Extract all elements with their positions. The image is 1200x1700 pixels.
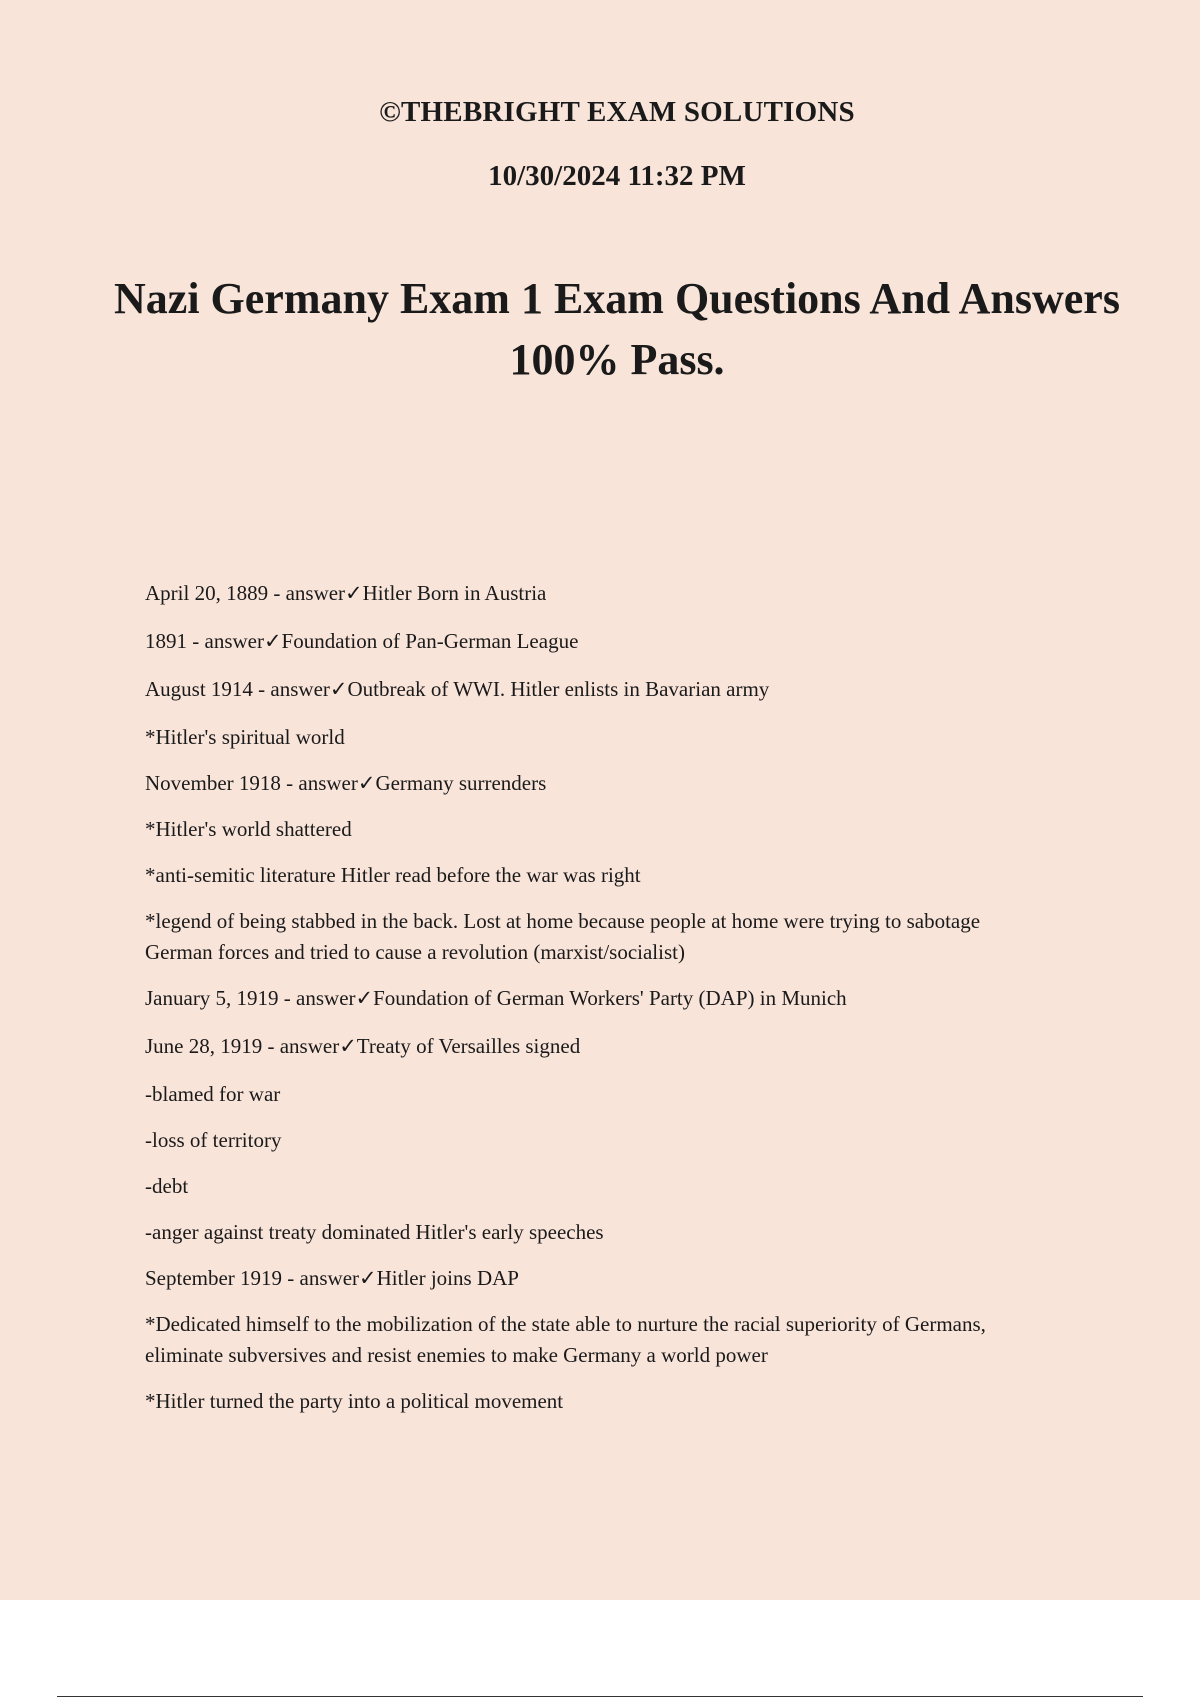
list-item: June 28, 1919 - answer✓Treaty of Versailles signed	[145, 1034, 581, 1058]
footer-divider	[57, 1696, 1143, 1697]
list-item: -blamed for war	[145, 1082, 281, 1106]
document-title: Nazi Germany Exam 1 Exam Questions And Answers 100% Pass.	[114, 274, 1120, 384]
timestamp: 10/30/2024 11:32 PM	[488, 160, 746, 192]
list-item: *Dedicated himself to the mobilization of the state able to nurture the racial superiority of Germans, eliminate subversives and resist enemies to make Germany a world power	[145, 1312, 986, 1367]
list-item: *anti-semitic literature Hitler read before the war was right	[145, 863, 641, 887]
list-item: November 1918 - answer✓Germany surrenders	[145, 771, 547, 795]
list-item: *Hitler turned the party into a political movement	[145, 1389, 564, 1413]
list-item: September 1919 - answer✓Hitler joins DAP	[145, 1266, 519, 1290]
list-item: *legend of being stabbed in the back. Lost at home because people at home were trying to sabotage German forces and tried to cause a revolution (marxist/socialist)	[145, 909, 981, 964]
list-item: 1891 - answer✓Foundation of Pan-German League	[145, 629, 579, 653]
entry-list	[145, 578, 1045, 1434]
list-item: -loss of territory	[145, 1128, 282, 1152]
list-item: April 20, 1889 - answer✓Hitler Born in Austria	[145, 581, 547, 605]
brand-header: ©THEBRIGHT EXAM SOLUTIONS	[379, 96, 855, 128]
list-item: *Hitler's spiritual world	[145, 725, 345, 749]
list-item: -anger against treaty dominated Hitler's early speeches	[145, 1220, 604, 1244]
list-item: -debt	[145, 1174, 189, 1198]
list-item: *Hitler's world shattered	[145, 817, 352, 841]
list-item: August 1914 - answer✓Outbreak of WWI. Hitler enlists in Bavarian army	[145, 677, 770, 701]
list-item: January 5, 1919 - answer✓Foundation of German Workers' Party (DAP) in Munich	[145, 986, 847, 1010]
